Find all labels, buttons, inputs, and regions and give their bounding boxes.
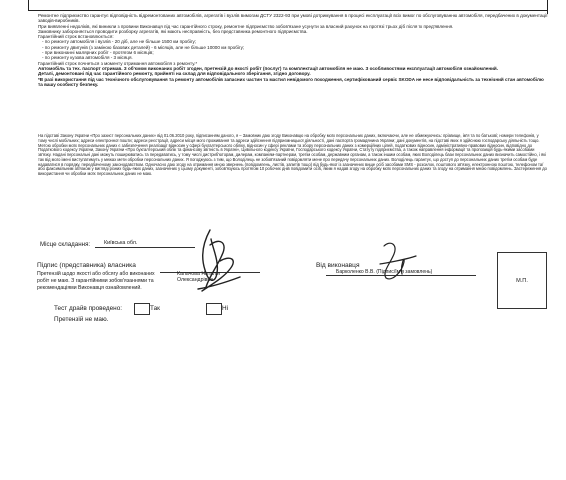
terms-paragraph: Гарантійний строк встановлюється: [38, 34, 114, 40]
executor-title: Від виконавця [316, 262, 360, 269]
skoda-disclaimer: *В разі використання під час технічного обслуговування та ремонту автомобілів запасних частин та мастил невідомого походження, сертифікований сервіс SKODA не несе відповідальність за технічний стан автомобілю та вашу особисту безпеку. [38, 76, 544, 87]
test-drive-label: Тест драйв проведено: [54, 305, 123, 312]
test-drive-yes-label: Так [150, 305, 160, 312]
terms-paragraph: Замовнику забороняється проводити розборку агрегатів, які мають несправність, без представника ремонтного підприємства. [38, 28, 308, 34]
terms-paragraph: При виявленні недоліків, які виникли з провини Виконавця під час гарантійного строку, ремонтне підприємство зобов'язане усунути за власний рахунок на протязі трьох діб після їх пред'явлення. [38, 23, 454, 29]
place-value: Київська обл. [104, 240, 138, 246]
customer-name-line: Калачова Наталія [177, 271, 221, 277]
data-consent [38, 134, 548, 177]
terms-list-item: - по ремонту двигунів (з заміною базових деталей) - 6 місяців, але не більше 10000 км пробігу; [42, 44, 245, 50]
test-drive-no-label: Ні [222, 305, 229, 312]
stamp-label: М.П. [516, 278, 528, 284]
parts-statement: Деталі, демонтовані під час гарантійного ремонту, прийняті на склад для відповідального зберігання, згідно договору. [38, 71, 311, 77]
customer-signature [180, 225, 260, 300]
terms-list-item: - по ремонту автомобіля і вузлів - 20 діб, але не більше 1500 км пробігу; [42, 39, 197, 45]
no-claims-text: Претензій не маю. [54, 316, 109, 323]
terms-paragraph: Ремонтне підприємство гарантує відповідність відремонтованих автомобілів, агрегатів і вузлів вимогам ДСТУ 2322-93 при умові дотримування в процесі експлуатації всіх вимог по обслуговуванню автомобіля, передбачених в документації заводів-виробників. [38, 13, 548, 24]
test-drive-no-checkbox[interactable] [206, 303, 222, 315]
terms-paragraph: Гарантійний строк почнеться з моменту отримання автомобіля з ремонту.* [38, 60, 198, 66]
terms-list-item: - при виконанні малярних робіт - протягом 6 місяців; [42, 50, 154, 56]
customer-statement: Претензій щодо якості або обсягу або виконаних робіт не маю. З гарантійними зобов'язаннями та рекомендаціями Виконавця ознайомлений. [37, 271, 155, 291]
consent-text: На підставі Закону України «Про захист персональних даних» від 01.06.2010 року, підписанням даного, я – Замовник даю згоду Виконавцю на обробку моїх персональних даних, включаючи, але не обмежуючись: прізвище, ім'я та по батькові; номери телефонів, у тому числі мобільних; адреси електронної пошти; адреси реєстрації, адреси місця мого проживання та адреси здійснення підприємницької діяльності, дані паспорта громадянина України; дані документів, на підставі яких я здійснюю господарську діяльність тощо. Метою обробки моїх персональних даних є забезпечення реалізації відносин у сфері бухгалтерського обліку, відносин у сфері реклами та збору персональних даних з комерційних цілей, податкових відносин, адміністративно-правових відносин, відповідно до Податкового кодексу України, Закону України «Про бухгалтерський облік та фінансову звітність в Україні», Цивільного кодексу України, Господарського кодексу України, Статуту підприємства, а також направлення інформації та пропозицій будь-якими засобами зв'язку. Надані персональні дані можуть поширюватись та передаватись, у тому числі дистриб'юторам, дилерам, компаніям-партнерам, третім особам, державним органам, а також іншим особам, яких Володілець бази персональних даних визначить самостійно, і які так від мого імені виступатимуть у межах мети обробки персональних даних. Я погоджуюсь з тим, що Володілець не зобов'язаний повідомляти мене про передачу персональних даних. Володілець гарантує, що доступ до персональних даних третім особам буде надаватися в порядку, передбаченому законодавством. Одночасно даю згоду на отримання мною звернень (повідомлень, листів, запитів тощо) від будь-якої із зазначених вище осіб засобами SMS - розсилок, поштового зв'язку, електронною поштою, телефоном та/або факсимільним зв'язком у вигляді різних будь-яких даних, зазначених у цьому документі, зобов'язуюсь протягом 10 робочих днів повідомити осіб, яким я надав згоду на обробку моїх персональних даних та згоду на отримання мною повідомлень. Застереження до використання чи обробки моїх персональних даних не маю. [38, 133, 547, 176]
acceptance-statement: Автомобіль та тех. паспорт отримав. З об'ємом виконаних робіт згоден, претензій до якості робіт (послуг) та комплектації автомобіля не маю. З особливостями експлуатації автомобіля ознайомлений. [38, 65, 499, 71]
terms-list-item: - по ремонту кузова автомобіля - 3 місяця. [42, 55, 133, 61]
customer-name-line: Олександрівна [177, 277, 214, 283]
stamp-box [497, 252, 547, 309]
header-frame [28, 0, 548, 11]
executor-name: Барколенко В.В. (Підпис/Ім'я замовлень) [336, 269, 433, 275]
warranty-terms [38, 13, 548, 87]
executor-signature [372, 236, 422, 286]
customer-title: Підпис (представника) власника [37, 262, 136, 269]
place-label: Місце складання: [40, 241, 91, 248]
test-drive-yes-checkbox[interactable] [134, 303, 150, 315]
